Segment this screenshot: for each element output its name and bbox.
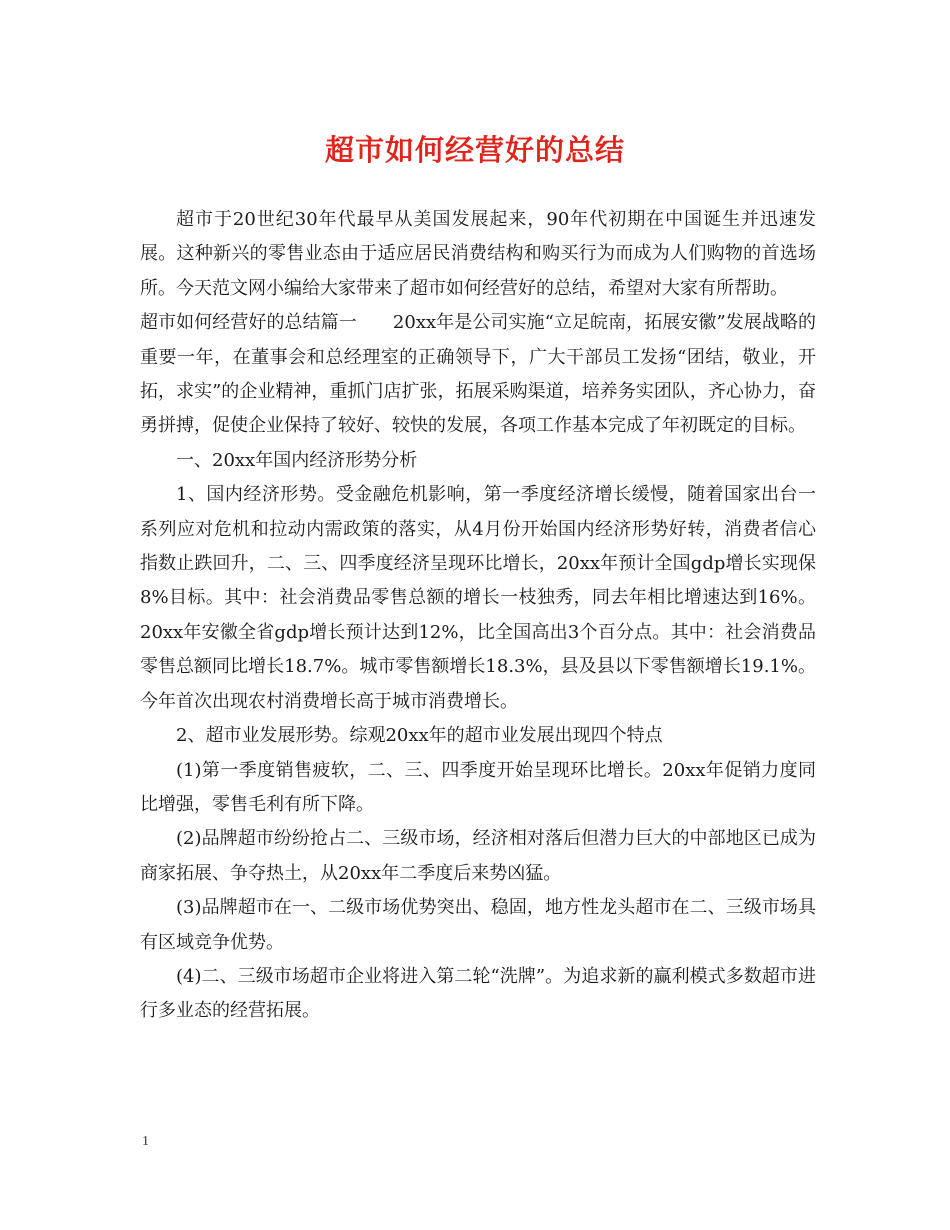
- paragraph-intro: 超市于20世纪30年代最早从美国发展起来，90年代初期在中国诞生并迅速发展。这种新兴的零售业态由于适应居民消费结构和购买行为而成为人们购物的首选场所。今天范文网小编给大家带来了超市如何经营好的总结，希望对大家有所帮助。: [140, 209, 816, 299]
- list-item-trend-2: (2)品牌超市纷纷抢占二、三级市场，经济相对落后但潜力巨大的中部地区已成为商家拓展、争夺热土，从20xx年二季度后来势凶猛。: [140, 828, 816, 884]
- paragraph-domestic-economy: 1、国内经济形势。受金融危机影响，第一季度经济增长缓慢，随着国家出台一系列应对危机和拉动内需政策的落实，从4月份开始国内经济形势好转，消费者信心指数止跌回升，二、三、四季度经济呈现环比增长，20xx年预计全国gdp增长实现保8%目标。其中：社会消费品零售总额的增长一枝独秀，同去年相比增速达到16%。20xx年安徽全省gdp增长预计达到12%，比全国高出3个百分点。其中：社会消费品零售总额同比增长18.7%。城市零售额增长18.3%，县及县以下零售额增长19.1%。今年首次出现农村消费增长高于城市消费增长。: [140, 484, 816, 712]
- page-number: 1: [142, 1134, 149, 1149]
- paragraph-supermarket-trends: 2、超市业发展形势。综观20xx年的超市业发展出现四个特点: [176, 725, 663, 747]
- list-item-trend-3: (3)品牌超市在一、二级市场优势突出、稳固，地方性龙头超市在二、三级市场具有区域竞争优势。: [140, 897, 816, 953]
- document-title: 超市如何经营好的总结: [324, 133, 625, 167]
- paragraph-section-one: 超市如何经营好的总结篇一 20xx年是公司实施“立足皖南，拓展安徽”发展战略的重要一年，在董事会和总经理室的正确领导下，广大干部员工发扬“团结，敬业，开拓，求实”的企业精神，重抓门店扩张，拓展采购渠道，培养务实团队，齐心协力，奋勇拼搏，促使企业保持了较好、较快的发展，各项工作基本完成了年初既定的目标。: [140, 312, 816, 437]
- document-body: [140, 203, 816, 1029]
- list-item-trend-4: (4)二、三级市场超市企业将进入第二轮“洗牌”。为追求新的赢利模式多数超市进行多业态的经营拓展。: [140, 965, 816, 1022]
- heading-economic-analysis: 一、20xx年国内经济形势分析: [176, 449, 418, 471]
- list-item-trend-1: (1)第一季度销售疲软，二、三、四季度开始呈现环比增长。20xx年促销力度同比增强，零售毛利有所下降。: [140, 759, 816, 815]
